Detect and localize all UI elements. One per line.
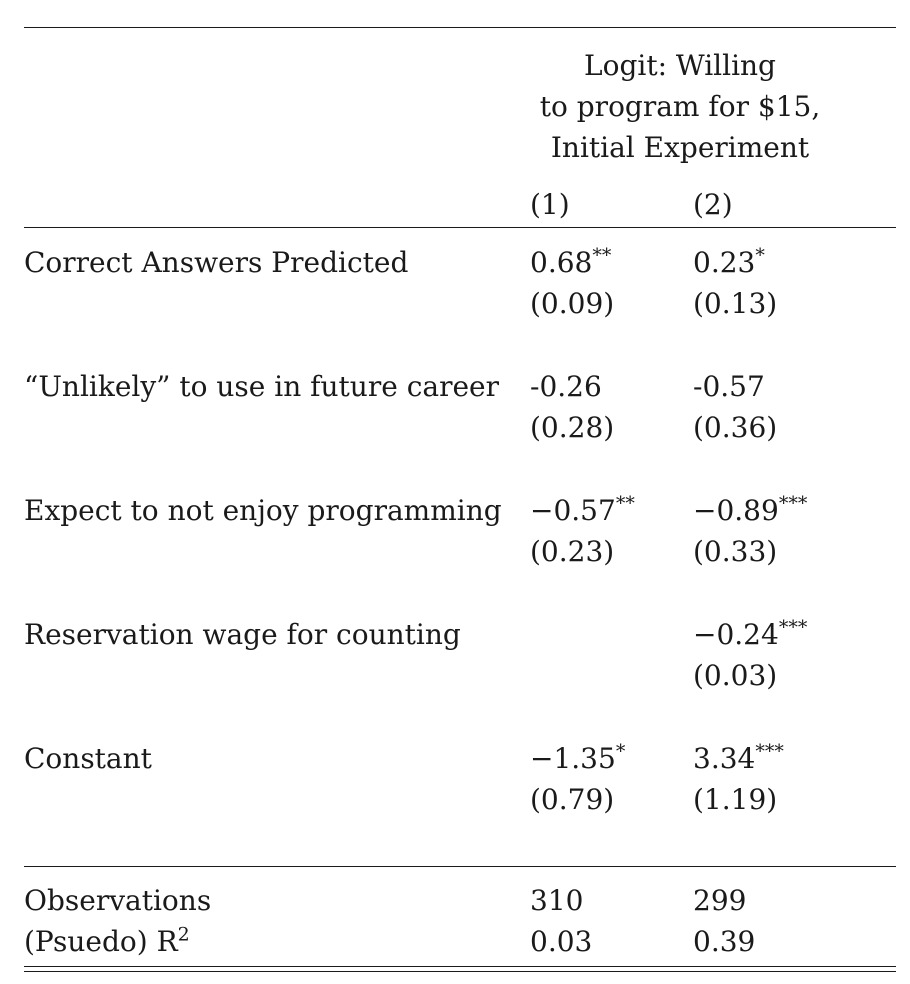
- coef-value: -0.57: [693, 370, 765, 403]
- coef-value: −0.57: [530, 494, 616, 527]
- standard-error: (0.09): [530, 287, 615, 320]
- row-label: Constant: [24, 742, 152, 775]
- coefficient: [530, 491, 635, 531]
- standard-error: (1.19): [693, 783, 778, 816]
- significance-stars: ***: [755, 740, 784, 763]
- significance-stars: *: [755, 244, 765, 267]
- coefficient: [693, 491, 807, 531]
- observations-value: 310: [530, 884, 584, 917]
- column-group-header: [530, 45, 830, 168]
- coef-value: −0.89: [693, 494, 779, 527]
- row-label: Reservation wage for counting: [24, 618, 461, 651]
- coefficient: [530, 739, 625, 779]
- column-header-2: (2): [693, 188, 733, 221]
- coef-value: 3.34: [693, 742, 756, 775]
- coef-value: 0.68: [530, 246, 593, 279]
- header-rule: [24, 227, 896, 228]
- coefficient: [693, 367, 765, 407]
- row-label: Expect to not enjoy programming: [24, 494, 502, 527]
- header-line: Initial Experiment: [550, 131, 810, 164]
- r-squared-exponent: 2: [177, 923, 190, 946]
- standard-error: (0.36): [693, 411, 778, 444]
- r-squared-label: [24, 922, 190, 962]
- r-squared-value: 0.03: [530, 925, 593, 958]
- top-rule: [24, 27, 896, 28]
- observations-label: Observations: [24, 884, 212, 917]
- header-line: Logit: Willing: [584, 49, 776, 82]
- significance-stars: **: [592, 244, 612, 267]
- standard-error: (0.23): [530, 535, 615, 568]
- row-label: “Unlikely” to use in future career: [24, 370, 499, 403]
- significance-stars: *: [615, 740, 626, 763]
- significance-stars: ***: [778, 616, 808, 639]
- coefficient: [693, 615, 807, 655]
- r-squared-value: 0.39: [693, 925, 756, 958]
- bottom-rule-double: [24, 971, 896, 972]
- standard-error: (0.33): [693, 535, 778, 568]
- column-header-1: (1): [530, 188, 570, 221]
- footer-rule: [24, 866, 896, 867]
- significance-stars: **: [615, 492, 635, 515]
- standard-error: (0.03): [693, 659, 778, 692]
- significance-stars: ***: [778, 492, 808, 515]
- coef-value: 0.23: [693, 246, 756, 279]
- standard-error: (0.13): [693, 287, 778, 320]
- r-squared-text: (Psuedo) R: [24, 925, 178, 958]
- observations-value: 299: [693, 884, 747, 917]
- standard-error: (0.28): [530, 411, 615, 444]
- header-line: to program for $15,: [539, 90, 821, 123]
- coefficient: [530, 243, 611, 283]
- coef-value: -0.26: [530, 370, 602, 403]
- row-label: Correct Answers Predicted: [24, 246, 409, 279]
- bottom-rule: [24, 966, 896, 967]
- coef-value: −0.24: [693, 618, 779, 651]
- standard-error: (0.79): [530, 783, 615, 816]
- coefficient: [530, 367, 602, 407]
- coefficient: [693, 243, 765, 283]
- coef-value: −1.35: [530, 742, 616, 775]
- coefficient: [693, 739, 784, 779]
